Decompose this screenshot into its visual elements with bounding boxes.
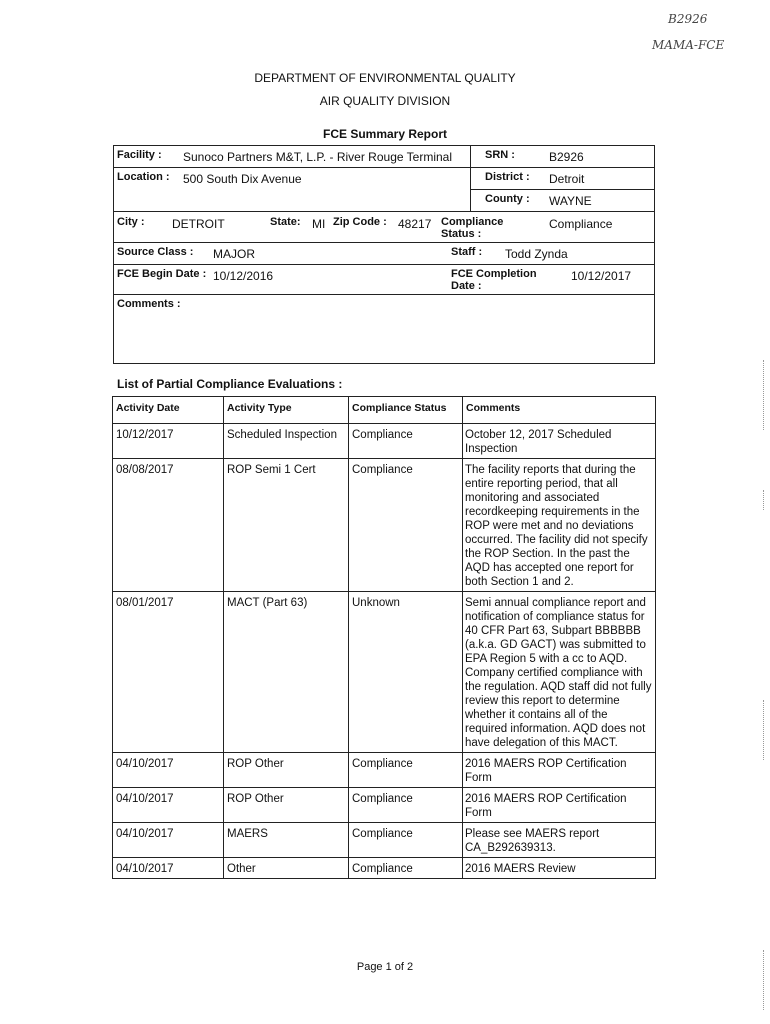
staff-label: Staff : — [451, 246, 483, 258]
compliance-status: Compliance — [349, 823, 463, 858]
source-class-value: MAJOR — [213, 247, 255, 261]
scan-edge-mark — [763, 360, 765, 430]
county-value: WAYNE — [549, 194, 592, 208]
division-heading: AIR QUALITY DIVISION — [319, 94, 451, 108]
activity-type: ROP Other — [224, 753, 349, 788]
fce-completion-label-1: FCE Completion — [451, 268, 537, 280]
page-number: Page 1 of 2 — [356, 961, 414, 973]
district-value: Detroit — [549, 172, 585, 186]
col-activity-date: Activity Date — [113, 397, 224, 424]
city-value: DETROIT — [172, 217, 225, 231]
srn-label: SRN : — [485, 149, 515, 161]
comment: 2016 MAERS ROP Certification Form — [463, 753, 656, 788]
activity-date: 04/10/2017 — [113, 753, 224, 788]
activity-date: 08/08/2017 — [113, 459, 224, 592]
comment: 2016 MAERS Review — [463, 858, 656, 879]
compliance-status: Compliance — [349, 424, 463, 459]
activity-type: Other — [224, 858, 349, 879]
comment: Semi annual compliance report and notification of compliance status for 40 CFR Part 63, Subpart BBBBBB (a.k.a. GD GACT) was submitted to EPA Region 5 with a cc to AQD. Company certified compliance with the regulation. AQD staff did not fully review this report to determine whether it contains all of the required information. AQD does not have delegation of this MACT. — [463, 592, 656, 753]
fce-completion-label-2: Date : — [451, 280, 482, 292]
table-row — [113, 592, 656, 753]
activity-type: MACT (Part 63) — [224, 592, 349, 753]
comment: October 12, 2017 Scheduled Inspection — [463, 424, 656, 459]
activity-type: Scheduled Inspection — [224, 424, 349, 459]
pce-header-row — [113, 397, 656, 424]
compliance-status: Compliance — [349, 788, 463, 823]
handwritten-srn-note: B2926 — [668, 12, 708, 26]
report-title: FCE Summary Report — [322, 127, 448, 141]
fce-begin-value: 10/12/2016 — [213, 269, 274, 283]
location-label: Location : — [117, 171, 170, 183]
table-row — [113, 459, 656, 592]
compliance-status: Unknown — [349, 592, 463, 753]
comments-label: Comments : — [117, 298, 181, 310]
scan-edge-mark — [763, 950, 765, 1010]
fce-begin-label: FCE Begin Date : — [117, 268, 207, 280]
comment: 2016 MAERS ROP Certification Form — [463, 788, 656, 823]
activity-type: ROP Semi 1 Cert — [224, 459, 349, 592]
activity-date: 08/01/2017 — [113, 592, 224, 753]
pce-list-title: List of Partial Compliance Evaluations : — [117, 377, 343, 391]
state-label: State: — [270, 216, 301, 228]
activity-date: 04/10/2017 — [113, 823, 224, 858]
scan-edge-mark — [763, 490, 765, 510]
zip-value: 48217 — [398, 217, 432, 231]
source-class-label: Source Class : — [117, 246, 194, 258]
compliance-status: Compliance — [349, 753, 463, 788]
scan-edge-mark — [763, 700, 765, 760]
comment: Please see MAERS report CA_B292639313. — [463, 823, 656, 858]
staff-value: Todd Zynda — [505, 247, 568, 261]
table-row — [113, 788, 656, 823]
table-row — [113, 753, 656, 788]
zip-label: Zip Code : — [333, 216, 387, 228]
activity-type: MAERS — [224, 823, 349, 858]
activity-type: ROP Other — [224, 788, 349, 823]
activity-date: 04/10/2017 — [113, 858, 224, 879]
col-activity-type: Activity Type — [224, 397, 349, 424]
city-label: City : — [117, 216, 145, 228]
handwritten-mama-note: MAMA-FCE — [652, 38, 725, 52]
district-label: District : — [485, 171, 530, 183]
compliance-status: Compliance — [349, 459, 463, 592]
compliance-status-label-1: Compliance — [441, 216, 504, 228]
pce-table — [112, 396, 656, 879]
compliance-status-value: Compliance — [549, 217, 613, 231]
col-comments: Comments — [463, 397, 656, 424]
fce-completion-value: 10/12/2017 — [571, 269, 632, 283]
activity-date: 10/12/2017 — [113, 424, 224, 459]
department-heading: DEPARTMENT OF ENVIRONMENTAL QUALITY — [254, 71, 516, 85]
comment: The facility reports that during the entire reporting period, that all monitoring and associated recordkeeping requirements in the ROP were met and no deviations occurred. The facility did not specify the ROP Section. In the past the AQD has accepted one report for both Section 1 and 2. — [463, 459, 656, 592]
county-label: County : — [485, 193, 530, 205]
table-row — [113, 823, 656, 858]
state-value: MI — [312, 217, 326, 231]
compliance-status-label-2: Status : — [441, 228, 482, 240]
table-row — [113, 858, 656, 879]
facility-label: Facility : — [117, 149, 162, 161]
activity-date: 04/10/2017 — [113, 788, 224, 823]
table-row — [113, 424, 656, 459]
srn-value: B2926 — [549, 150, 584, 164]
facility-name: Sunoco Partners M&T, L.P. - River Rouge Terminal — [183, 150, 453, 164]
location-value: 500 South Dix Avenue — [183, 172, 302, 186]
col-compliance-status: Compliance Status — [349, 397, 463, 424]
compliance-status: Compliance — [349, 858, 463, 879]
